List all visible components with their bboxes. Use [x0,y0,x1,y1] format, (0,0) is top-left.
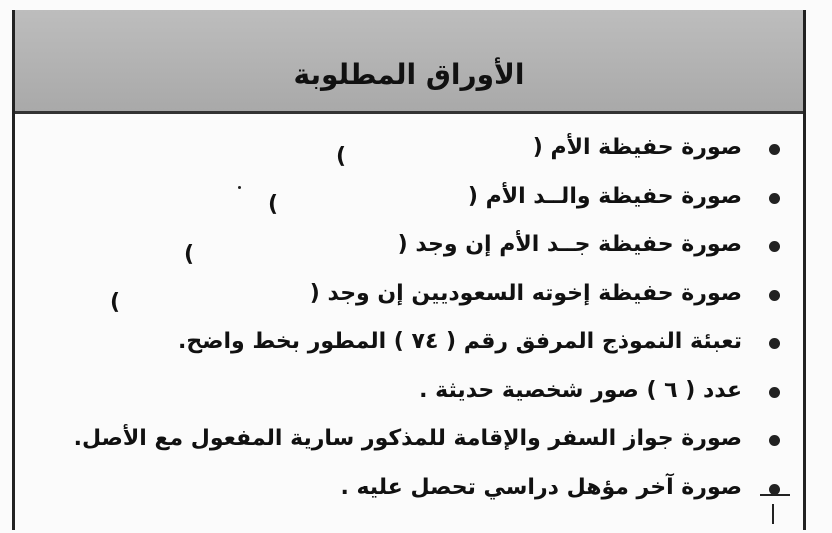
list-item-text: تعبئة النموذج المرفق رقم ( ٧٤ ) المطور بخط واضح. [178,329,742,354]
scan-mark [772,504,774,524]
list-item [20,321,780,370]
list-item-text: صورة حفيظة والــد الأم ( [467,183,742,209]
closing-paren: ) [268,192,279,217]
bullet-icon [769,144,780,155]
bullet-icon [769,290,780,301]
bullet-icon [769,387,780,398]
list-item [20,370,780,419]
list-item-text: صورة حفيظة الأم ( [532,135,742,160]
page-title: الأوراق المطلوبة [293,58,525,91]
closing-paren: ) [110,290,121,315]
list-item [20,127,780,176]
list-item [20,273,780,322]
header-band [15,10,803,114]
bullet-icon [769,193,780,204]
list-item [20,176,780,225]
requirements-list [20,127,780,515]
bullet-icon [769,435,780,446]
closing-paren: ) [336,144,347,169]
list-item [20,467,780,516]
scan-speck [238,186,241,189]
list-item [20,224,780,273]
closing-paren: ) [184,242,195,267]
list-item [20,418,780,467]
scan-mark [760,494,790,496]
list-item-text: صورة آخر مؤهل دراسي تحصل عليه . [340,474,742,500]
list-item-text: صورة حفيظة إخوته السعوديين إن وجد ( [309,280,742,306]
bullet-icon [769,484,780,495]
list-item-text: صورة حفيظة جــد الأم إن وجد ( [397,232,742,257]
list-item-text: عدد ( ٦ ) صور شخصية حديثة . [419,377,742,403]
bullet-icon [769,241,780,252]
bullet-icon [769,338,780,349]
list-item-text: صورة جواز السفر والإقامة للمذكور سارية المفعول مع الأصل. [73,426,742,451]
